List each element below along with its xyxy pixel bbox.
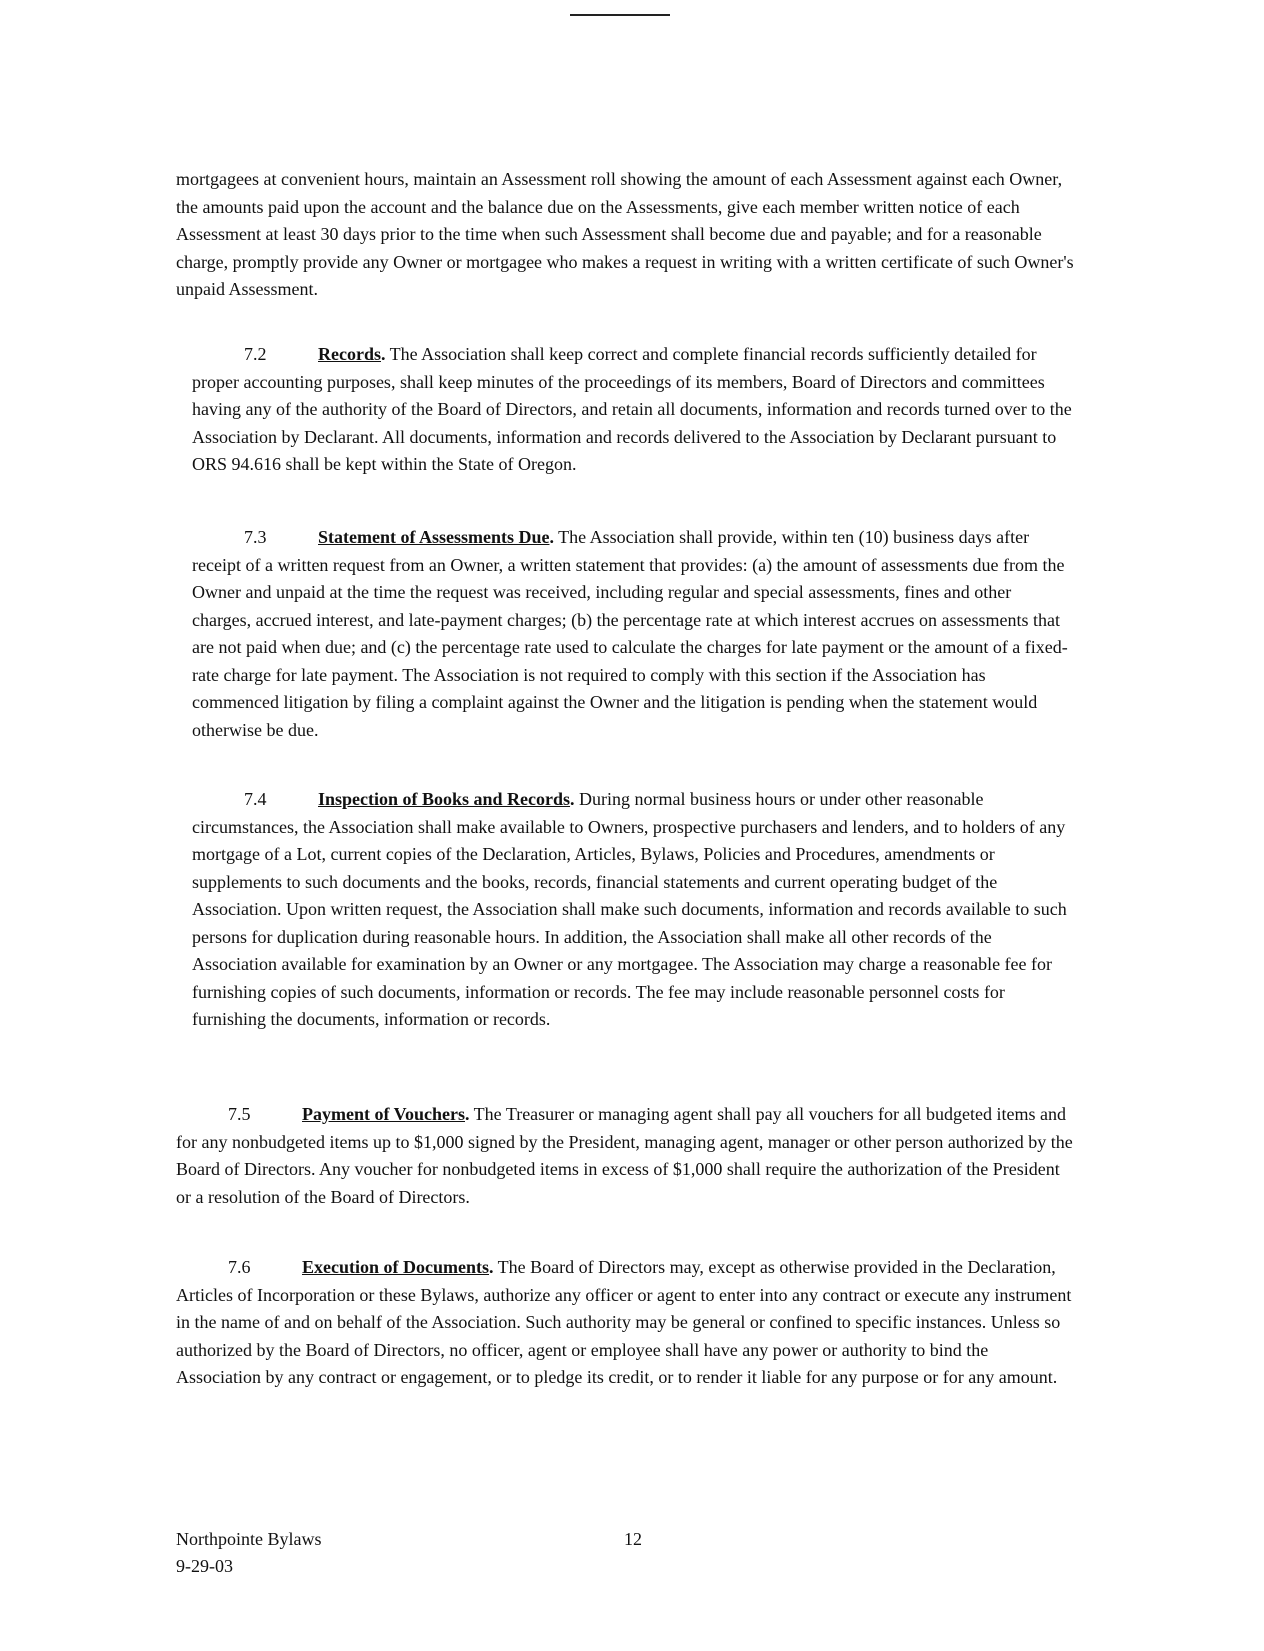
footer-document-info	[176, 1526, 322, 1580]
section-7-5	[176, 1101, 1074, 1211]
section-body: During normal business hours or under other reasonable circumstances, the Association shall make available to Owners, prospective purchasers and lenders, and to holders of any mortgage of a Lot, current copies of the Declaration, Articles, Bylaws, Policies and Procedures, amendments or supplements to such documents and the books, records, financial statements and current operating budget of the Association. Upon written request, the Association shall make such documents, information and records available to such persons for duplication during reasonable hours. In addition, the Association shall make all other records of the Association available for examination by an Owner or any mortgagee. The Association may charge a reasonable fee for furnishing copies of such documents, information or records. The fee may include reasonable personnel costs for furnishing the documents, information or records.	[192, 789, 1067, 1029]
section-body: The Board of Directors may, except as otherwise provided in the Declaration, Articles of Incorporation or these Bylaws, authorize any officer or agent to enter into any contract or execute any instrument in the name of and on behalf of the Association. Such authority may be general or confined to specific instances. Unless so authorized by the Board of Directors, no officer, agent or employee shall have any power or authority to bind the Association by any contract or engagement, or to pledge its credit, or to render it liable for any purpose or for any amount.	[176, 1257, 1072, 1387]
scan-artifact-line	[570, 14, 670, 16]
section-title: Records	[318, 344, 381, 364]
section-title-punct: .	[465, 1104, 470, 1124]
section-body: The Association shall keep correct and complete financial records sufficiently detailed for proper accounting purposes, shall keep minutes of the proceedings of its members, Board of Directors and committees having any of the authority of the Board of Directors, and retain all documents, information and records turned over to the Association by Declarant. All documents, information and records delivered to the Association by Declarant pursuant to ORS 94.616 shall be kept within the State of Oregon.	[192, 344, 1072, 474]
section-title-punct: .	[380, 344, 386, 364]
section-number: 7.4	[244, 789, 267, 809]
section-7-6	[176, 1254, 1074, 1392]
section-body: The Treasurer or managing agent shall pay all vouchers for all budgeted items and for any nonbudgeted items up to $1,000 signed by the President, managing agent, manager or other person authorized by the Board of Directors. Any voucher for nonbudgeted items in excess of $1,000 shall require the authorization of the President or a resolution of the Board of Directors.	[176, 1104, 1073, 1207]
section-title: Payment of Vouchers	[302, 1104, 465, 1124]
section-number: 7.3	[244, 527, 267, 547]
section-title-punct: .	[549, 527, 554, 547]
section-number: 7.2	[244, 344, 267, 364]
section-number: 7.6	[228, 1257, 251, 1277]
lead-paragraph: mortgagees at convenient hours, maintain an Assessment roll showing the amount of each Assessment against each Owner, the amounts paid upon the account and the balance due on the Assessments, give each member written notice of each Assessment at least 30 days prior to the time when such Assessment shall become due and payable; and for a reasonable charge, promptly provide any Owner or mortgagee who makes a request in writing with a written certificate of such Owner's unpaid Assessment.	[176, 169, 1074, 299]
page-number: 12	[624, 1529, 642, 1549]
footer-doc-date: 9-29-03	[176, 1556, 233, 1576]
section-7-3	[192, 524, 1072, 744]
section-title: Inspection of Books and Records	[318, 789, 571, 809]
section-title-punct: .	[570, 789, 575, 809]
section-title-punct: .	[489, 1257, 494, 1277]
section-title: Execution of Documents	[302, 1257, 489, 1277]
section-body: The Association shall provide, within ten (10) business days after receipt of a written request from an Owner, a written statement that provides: (a) the amount of assessments due from the Owner and unpaid at the time the request was received, including regular and special assessments, fines and other charges, accrued interest, and late-payment charges; (b) the percentage rate at which interest accrues on assessments that are not paid when due; and (c) the percentage rate used to calculate the charges for late payment or the amount of a fixed-rate charge for late payment. The Association is not required to comply with this section if the Association has commenced litigation by filing a complaint against the Owner and the litigation is pending when the statement would otherwise be due.	[192, 527, 1068, 740]
section-title: Statement of Assessments Due	[318, 527, 550, 547]
section-7-4	[192, 786, 1072, 1034]
section-number: 7.5	[228, 1104, 251, 1124]
footer-doc-name: Northpointe Bylaws	[176, 1529, 322, 1549]
section-7-2	[192, 341, 1072, 479]
